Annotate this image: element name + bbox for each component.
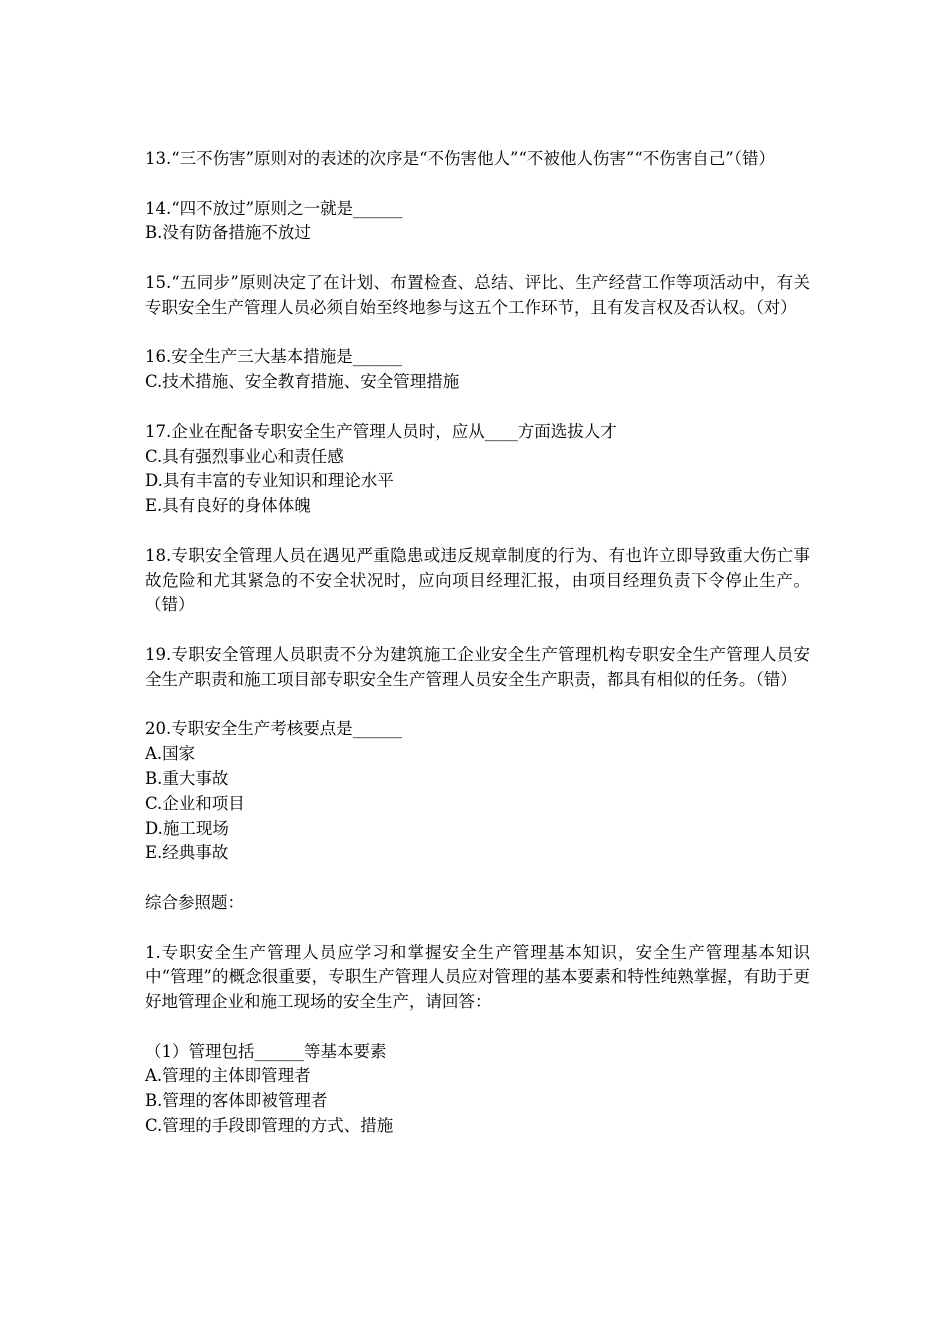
sub-question-1-option-a: A.管理的主体即管理者 xyxy=(145,1066,311,1086)
question-16-option-c: C.技术措施、安全教育措施、安全管理措施 xyxy=(145,372,460,392)
question-18 xyxy=(145,544,810,618)
sub-question-1-stem: （1）管理包括______等基本要素 xyxy=(145,1041,387,1061)
question-17-stem: 17.企业在配备专职安全生产管理人员时，应从____方面选拔人才 xyxy=(145,421,617,441)
sub-question-1-option-b: B.管理的客体即被管理者 xyxy=(145,1091,328,1111)
question-17-option-e: E.具有良好的身体体魄 xyxy=(145,496,311,516)
sub-question-1-option-c: C.管理的手段即管理的方式、措施 xyxy=(145,1116,394,1136)
question-19-text: 19.专职安全管理人员职责不分为建筑施工企业安全生产管理机构专职安全生产管理人员安全生产职责和施工项目部专职安全生产管理人员安全生产职责，都具有相似的任务。（错） xyxy=(145,644,810,689)
question-20-stem: 20.专职安全生产考核要点是______ xyxy=(145,719,403,739)
question-15-text: 15.“五同步”原则决定了在计划、布置检查、总结、评比、生产经营工作等项活动中，有关专职安全生产管理人员必须自始至终地参与这五个工作环节，且有发言权及否认权。（对） xyxy=(145,272,810,317)
question-20-option-b: B.重大事故 xyxy=(145,768,229,788)
sub-question-1 xyxy=(145,1040,810,1139)
question-17 xyxy=(145,420,810,519)
question-14-option-b: B.没有防备措施不放过 xyxy=(145,223,311,243)
section-heading-text: 综合参照题： xyxy=(145,892,244,912)
question-20-option-a: A.国家 xyxy=(145,744,196,764)
question-14 xyxy=(145,197,810,247)
question-13-text: 13.“三不伤害”原则对的表述的次序是“不伤害他人”“不被他人伤害”“不伤害自己”（错） xyxy=(145,149,775,168)
question-20-option-c: C.企业和项目 xyxy=(145,793,245,813)
question-17-option-c: C.具有强烈事业心和责任感 xyxy=(145,446,344,466)
question-14-stem: 14.“四不放过”原则之一就是______ xyxy=(145,198,403,218)
question-20-option-d: D.施工现场 xyxy=(145,818,229,838)
question-17-option-d: D.具有丰富的专业知识和理论水平 xyxy=(145,471,394,491)
question-18-text: 18.专职安全管理人员在遇见严重隐患或违反规章制度的行为、有也许立即导致重大伤亡事故危险和尤其紧急的不安全状况时，应向项目经理汇报，由项目经理负责下令停止生产。（错） xyxy=(145,545,810,615)
comprehensive-question-1-text: 1.专职安全生产管理人员应学习和掌握安全生产管理基本知识，安全生产管理基本知识中“管理”的概念很重要，专职生产管理人员应对管理的基本要素和特性纯熟掌握，有助于更好地管理企业和施工现场的安全生产，请回答： xyxy=(145,942,810,1012)
document-page xyxy=(145,147,810,1164)
question-15 xyxy=(145,271,810,321)
question-20 xyxy=(145,717,810,866)
comprehensive-question-1 xyxy=(145,941,810,1015)
question-16-stem: 16.安全生产三大基本措施是______ xyxy=(145,347,403,367)
question-13 xyxy=(145,147,810,172)
section-heading xyxy=(145,891,810,916)
question-19 xyxy=(145,643,810,693)
question-16 xyxy=(145,345,810,395)
question-20-option-e: E.经典事故 xyxy=(145,843,229,863)
